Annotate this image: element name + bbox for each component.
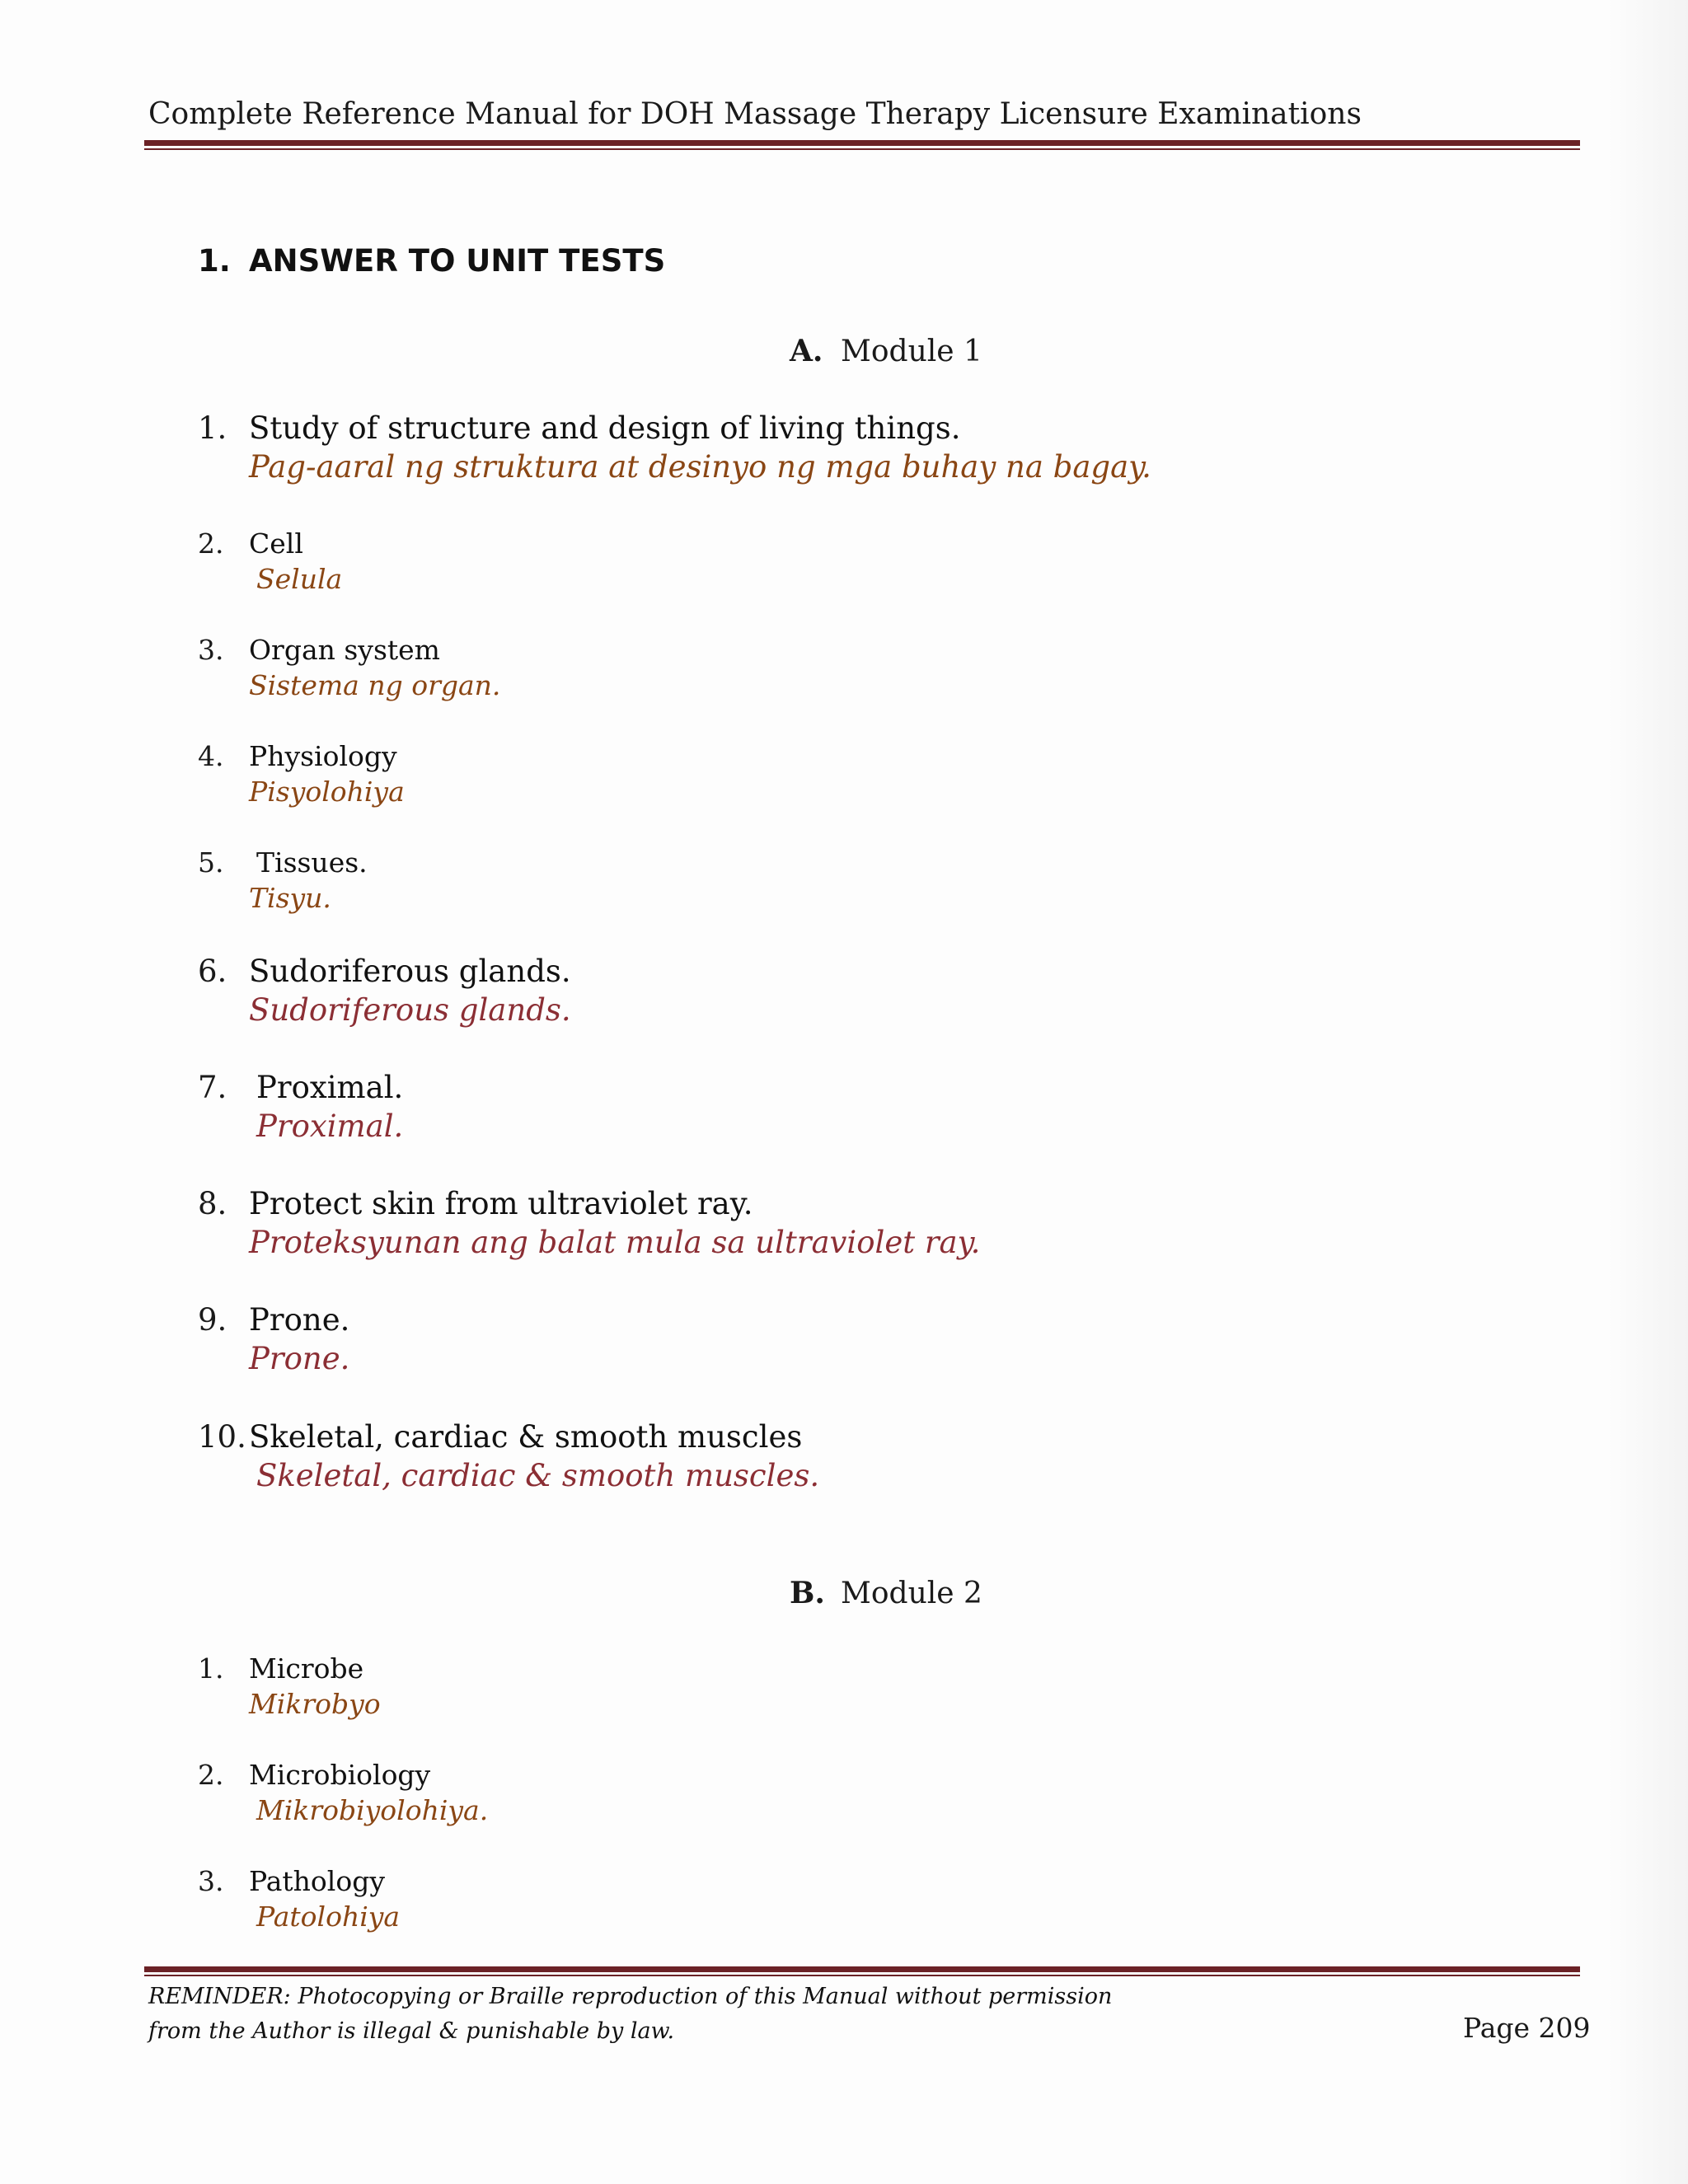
answer-english: Protect skin from ultraviolet ray.	[249, 1186, 753, 1221]
page-number: Page 209	[1463, 2012, 1591, 2044]
answer-english: Tissues.	[256, 846, 368, 879]
item-number: 7.	[198, 1070, 227, 1105]
section-number: 1.	[198, 243, 231, 279]
item-number: 9.	[198, 1302, 227, 1338]
module-title: Module 2	[841, 1577, 982, 1610]
item-number: 1.	[198, 1652, 224, 1685]
item-number: 2.	[198, 1759, 224, 1791]
item-number: 3.	[198, 634, 224, 666]
answer-tagalog: Mikrobiyolohiya.	[256, 1794, 489, 1826]
answer-tagalog: Selula	[256, 563, 343, 595]
answer-english: Prone.	[249, 1302, 350, 1338]
answer-tagalog: Sudoriferous glands.	[249, 992, 571, 1028]
reminder-line: REMINDER: Photocopying or Braille reproduction of this Manual without permission	[148, 1984, 1113, 2009]
answer-tagalog: Proteksyunan ang balat mula sa ultraviolet ray.	[249, 1225, 981, 1260]
answer-tagalog: Tisyu.	[249, 882, 331, 914]
module-heading-b	[790, 1576, 982, 1610]
item-number: 2.	[198, 527, 224, 560]
section-title: ANSWER TO UNIT TESTS	[249, 243, 666, 279]
answer-english: Pathology	[249, 1865, 385, 1897]
module-letter: A.	[790, 334, 823, 368]
answer-tagalog: Pisyolohiya	[249, 776, 405, 808]
answer-tagalog: Patolohiya	[256, 1900, 401, 1933]
item-number: 5.	[198, 846, 224, 879]
header-rule-thick	[144, 140, 1580, 146]
footer-rule-thin	[144, 1975, 1580, 1976]
item-number: 3.	[198, 1865, 224, 1897]
answer-tagalog: Proximal.	[256, 1108, 404, 1144]
answer-english: Microbiology	[249, 1759, 431, 1791]
item-number: 6.	[198, 954, 227, 989]
module-letter: B.	[790, 1576, 825, 1610]
running-header: Complete Reference Manual for DOH Massage Therapy Licensure Examinations	[148, 97, 1362, 131]
page-edge-shading	[1607, 0, 1688, 2184]
answer-english: Proximal.	[256, 1070, 404, 1105]
item-number: 1.	[198, 410, 227, 446]
module-heading-a	[790, 334, 982, 368]
module-title: Module 1	[841, 335, 982, 368]
answer-tagalog: Prone.	[249, 1341, 350, 1376]
item-number: 10.	[198, 1419, 246, 1455]
answer-english: Skeletal, cardiac & smooth muscles	[249, 1419, 803, 1455]
answer-english: Cell	[249, 527, 303, 560]
reminder-line: from the Author is illegal & punishable by law.	[148, 2018, 675, 2044]
answer-english: Study of structure and design of living things.	[249, 410, 961, 446]
item-number: 8.	[198, 1186, 227, 1221]
answer-english: Sudoriferous glands.	[249, 954, 571, 989]
answer-tagalog: Skeletal, cardiac & smooth muscles.	[256, 1458, 820, 1493]
answer-tagalog: Sistema ng organ.	[249, 669, 501, 701]
copyright-reminder	[148, 1980, 1112, 2049]
answer-english: Microbe	[249, 1652, 364, 1685]
answer-tagalog: Mikrobyo	[249, 1688, 381, 1720]
header-rule-thin	[144, 148, 1580, 150]
answer-tagalog: Pag-aaral ng struktura at desinyo ng mga buhay na bagay.	[249, 449, 1151, 485]
answer-english: Physiology	[249, 740, 397, 772]
footer-rule-thick	[144, 1966, 1580, 1972]
section-heading	[198, 243, 665, 279]
item-number: 4.	[198, 740, 224, 772]
answer-english: Organ system	[249, 634, 440, 666]
